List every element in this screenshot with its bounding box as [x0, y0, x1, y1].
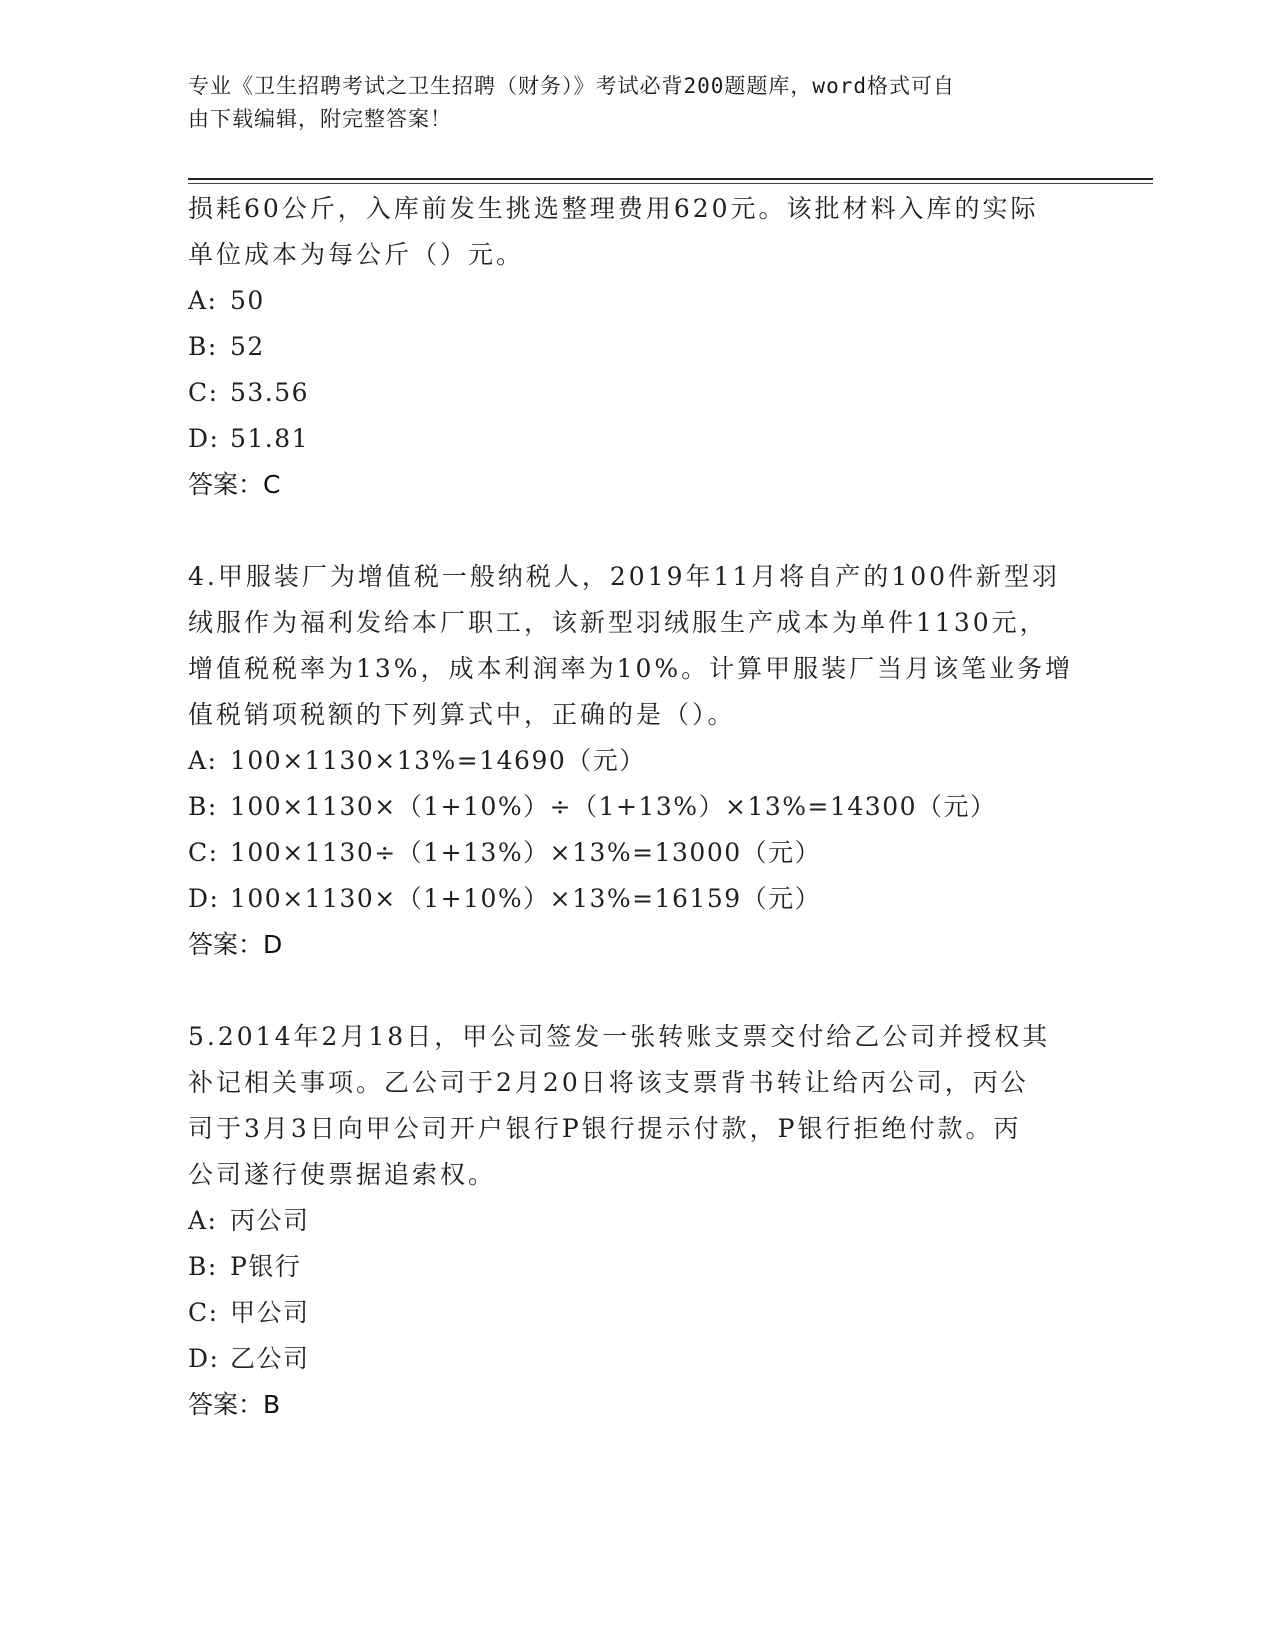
header-line-1: 专业《卫生招聘考试之卫生招聘（财务）》考试必背200题题库，word格式可自 — [188, 74, 955, 98]
option-text: 52 — [230, 332, 265, 361]
question-4 — [188, 554, 1088, 968]
header-rule-thick — [188, 178, 1153, 180]
question-5-option-b — [188, 1244, 1088, 1290]
question-4-text-line-2: 绒服作为福利发给本厂职工，该新型羽绒服生产成本为单件1130元， — [188, 608, 1048, 637]
spacer — [188, 968, 1088, 1014]
question-3-option-a — [188, 278, 1088, 324]
question-3-option-d — [188, 416, 1088, 462]
option-letter: C: — [188, 378, 219, 407]
option-letter: C: — [188, 1298, 219, 1327]
option-text: 乙公司 — [230, 1344, 310, 1373]
question-4-option-d — [188, 876, 1088, 922]
question-4-text-line-1: 4.甲服装厂为增值税一般纳税人，2019年11月将自产的100件新型羽 — [188, 562, 1061, 591]
question-5-text-line-3: 司于3月3日向甲公司开户银行P银行提示付款，P银行拒绝付款。丙 — [188, 1114, 1022, 1143]
question-4-answer: 答案：D — [188, 930, 283, 959]
option-text: 50 — [230, 286, 265, 315]
question-5-option-a — [188, 1198, 1088, 1244]
option-letter: B: — [188, 332, 218, 361]
option-letter: B: — [188, 792, 218, 821]
question-5-text-line-1: 5.2014年2月18日，甲公司签发一张转账支票交付给乙公司并授权其 — [188, 1022, 1051, 1051]
document-body — [188, 186, 1088, 1428]
question-3-answer: 答案：C — [188, 470, 281, 499]
question-5-option-c — [188, 1290, 1088, 1336]
option-letter: B: — [188, 1252, 218, 1281]
header-line-2: 由下载编辑，附完整答案！ — [188, 107, 452, 131]
option-text: 甲公司 — [230, 1298, 310, 1327]
option-text: 100×1130÷（1+13%）×13%=13000（元） — [230, 838, 822, 867]
question-3-text-line-2: 单位成本为每公斤（）元。 — [188, 240, 525, 269]
question-5-option-d — [188, 1336, 1088, 1382]
question-5-answer: 答案：B — [188, 1390, 281, 1419]
question-5 — [188, 1014, 1088, 1428]
document-header — [188, 70, 1088, 136]
option-letter: A: — [188, 746, 218, 775]
question-3 — [188, 186, 1088, 508]
question-3-option-c — [188, 370, 1088, 416]
question-4-text-line-4: 值税销项税额的下列算式中，正确的是（）。 — [188, 700, 736, 729]
header-rule-thin — [188, 183, 1153, 184]
question-4-option-c — [188, 830, 1088, 876]
option-text: 100×1130×（1+10%）×13%=16159（元） — [230, 884, 822, 913]
question-3-text-line-1: 损耗60公斤，入库前发生挑选整理费用620元。该批材料入库的实际 — [188, 194, 1039, 223]
option-text: 100×1130×13%=14690（元） — [230, 746, 646, 775]
question-3-option-b — [188, 324, 1088, 370]
option-text: 100×1130×（1+10%）÷（1+13%）×13%=14300（元） — [230, 792, 997, 821]
option-letter: A: — [188, 286, 218, 315]
option-letter: D: — [188, 424, 220, 453]
question-4-text-line-3: 增值税税率为13%，成本利润率为10%。计算甲服装厂当月该笔业务增 — [188, 654, 1074, 683]
option-text: 丙公司 — [230, 1206, 310, 1235]
option-letter: D: — [188, 1344, 220, 1373]
question-4-option-b — [188, 784, 1088, 830]
option-letter: D: — [188, 884, 220, 913]
option-text: 51.81 — [230, 424, 310, 453]
question-4-option-a — [188, 738, 1088, 784]
spacer — [188, 508, 1088, 554]
question-5-text-line-2: 补记相关事项。乙公司于2月20日将该支票背书转让给丙公司，丙公 — [188, 1068, 1029, 1097]
question-5-text-line-4: 公司遂行使票据追索权。 — [188, 1160, 497, 1189]
option-letter: C: — [188, 838, 219, 867]
option-letter: A: — [188, 1206, 218, 1235]
option-text: 53.56 — [230, 378, 310, 407]
option-text: P银行 — [230, 1252, 302, 1281]
